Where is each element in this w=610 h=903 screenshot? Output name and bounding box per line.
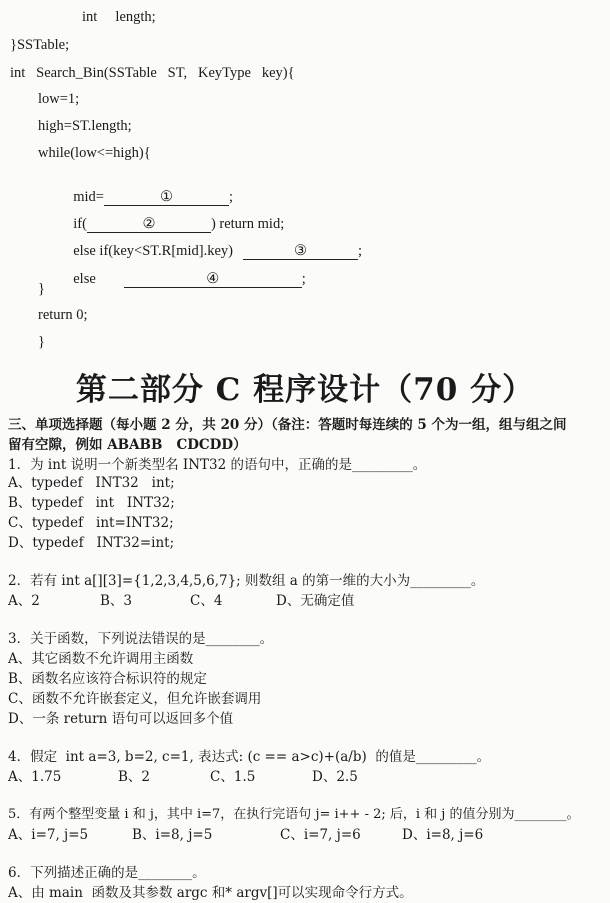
code-line-high: high=ST.length; [38, 118, 132, 134]
question-6-option-a[interactable]: A、由 main 函数及其参数 argc 和* argv[]可以实现命令行方式。 [8, 885, 413, 901]
blank-2-number: ② [142, 216, 156, 232]
else-if-prefix: else if(key<ST.R[mid].key) [73, 243, 233, 259]
code-line-int-length: int length; [82, 9, 156, 25]
else-if-suffix: ; [357, 243, 362, 259]
question-1-option-b[interactable]: B、typedef int INT32; [8, 495, 175, 511]
code-line-else [66, 252, 306, 288]
else-suffix: ; [301, 271, 306, 287]
question-4-option-c[interactable]: C、1.5 [210, 769, 256, 785]
question-4-option-d[interactable]: D、2.5 [312, 769, 358, 785]
question-5-option-d[interactable]: D、i=8, j=6 [402, 827, 484, 843]
section-title: 第二部分 C 程序设计（70 分） [75, 372, 535, 408]
question-1-option-c[interactable]: C、typedef int=INT32; [8, 515, 174, 531]
question-3-option-a[interactable]: A、其它函数不允许调用主函数 [8, 651, 194, 667]
blank-4-number: ④ [206, 271, 220, 287]
question-1-option-d[interactable]: D、typedef INT32=int; [8, 535, 175, 551]
question-5-option-b[interactable]: B、i=8, j=5 [132, 827, 213, 843]
question-6-text: 6．下列描述正确的是________。 [8, 865, 206, 881]
question-3-text: 3．关于函数，下列说法错误的是________。 [8, 631, 274, 647]
mid-suffix: ; [229, 189, 234, 205]
question-3-option-d[interactable]: D、一条 return 语句可以返回多个值 [8, 711, 234, 727]
if-prefix: if( [73, 216, 87, 232]
question-1-text: 1．为 int 说明一个新类型名 INT32 的语句中，正确的是_________。 [8, 457, 427, 473]
question-5-option-a[interactable]: A、i=7, j=5 [8, 827, 89, 843]
code-line-while: while(low<=high){ [38, 145, 151, 161]
code-line-sstable: }SSTable; [10, 37, 70, 53]
code-line-return: return 0; [38, 307, 88, 323]
if-suffix: ) return mid; [210, 216, 285, 232]
question-4-option-a[interactable]: A、1.75 [8, 769, 62, 785]
question-3-option-b[interactable]: B、函数名应该符合标识符的规定 [8, 671, 207, 687]
question-2-text: 2．若有 int a[][3]={1,2,3,4,5,6,7}; 则数组 a 的第一维的大小为_________。 [8, 573, 485, 589]
question-1-option-a[interactable]: A、typedef INT32 int; [8, 475, 175, 491]
code-close-brace-while: } [38, 281, 45, 297]
section3-heading-line2: 留有空隙，例如 ABABB CDCDD） [8, 437, 247, 453]
question-2-option-d[interactable]: D、无确定值 [276, 593, 355, 609]
section3-heading-note: （备注：答题时每连续的 5 个为一组，组与组之间 [270, 417, 567, 433]
question-4-option-b[interactable]: B、2 [118, 769, 151, 785]
else-prefix: else [73, 271, 96, 287]
fill-blank-4[interactable] [124, 271, 302, 288]
question-2-option-b[interactable]: B、3 [100, 593, 133, 609]
question-5-option-c[interactable]: C、i=7, j=6 [280, 827, 361, 843]
blank-1-number: ① [160, 189, 173, 205]
section3-heading [8, 416, 567, 434]
code-line-func-signature: int Search_Bin(SSTable ST, KeyType key){ [10, 65, 295, 81]
section3-heading-bold: 三、单项选择题（每小题 2 分，共 20 分） [8, 417, 271, 433]
question-4-text: 4．假定 int a=3, b=2, c=1, 表达式: (c == a>c)+(a/b) 的值是_________。 [8, 749, 491, 765]
code-close-brace-func: } [38, 334, 45, 350]
question-5-text: 5．有两个整型变量 i 和 j，其中 i=7，在执行完语句 j= i++ - 2; 后，i 和 j 的值分别为________。 [8, 807, 580, 822]
blank-3-number: ③ [293, 243, 307, 259]
question-2-option-a[interactable]: A、2 [8, 593, 40, 609]
question-3-option-c[interactable]: C、函数不允许嵌套定义，但允许嵌套调用 [8, 691, 262, 707]
code-line-low: low=1; [38, 91, 80, 107]
question-2-option-c[interactable]: C、4 [190, 593, 223, 609]
mid-prefix: mid= [73, 189, 104, 205]
